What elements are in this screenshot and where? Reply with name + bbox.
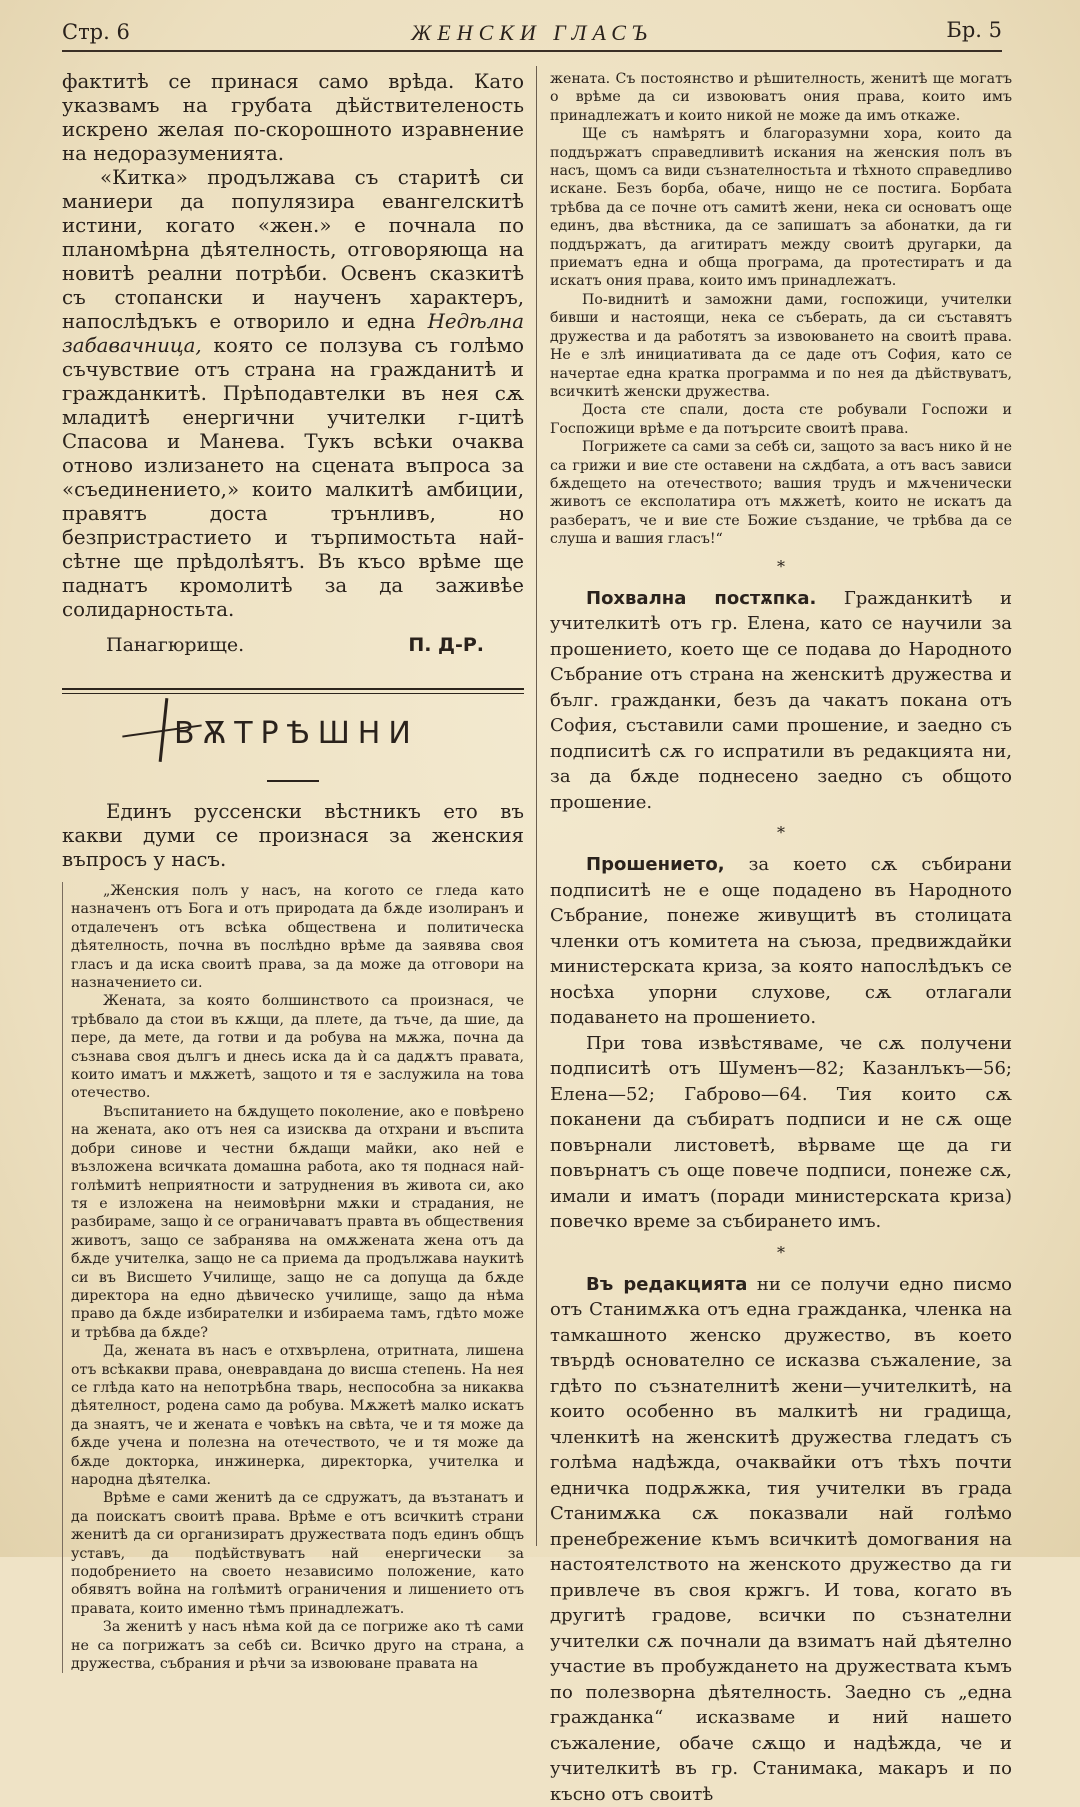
section-heading — [62, 704, 524, 774]
article-paragraph: «Китка» продължава съ старитѣ си маниери да популязира евангелскитѣ истини, когато «жен.» е почнала по планомѣрна дѣятелность, отговоряюща на новитѣ реални потрѣби. Освенъ сказкитѣ съ стопански и наученъ характеръ, напослѣдъкъ е отворило и една Недѣлна забавачница, която се ползува съ голѣмо съчувствие отъ страна на гражданитѣ и гражданкитѣ. Прѣподавтелки въ нея сѫ младитѣ енергични учителки г-цитѣ Спасова и Манева. Тукъ всѣки очаква отново излизането на сцената въпроса за «съединението,» които малкитѣ амбиции, правятъ доста трънливъ, но безпристрастието и търпимостьта най-сѣтне ще прѣдолѣятъ. Въ късо врѣме ще паднатъ кромолитѣ за да заживѣе солидарностьта. — [62, 166, 524, 621]
newspaper-title: ЖЕНСКИ ГЛАСЪ — [411, 20, 653, 45]
section-title: ВѪТРѢШНИ — [174, 716, 419, 751]
column-divider — [536, 66, 537, 1546]
section-rule — [62, 688, 524, 694]
news-headline: Прошението, — [586, 854, 725, 876]
article-continuation: фактитѣ се принася само врѣда. Като указвамъ на грубата дѣйствителеность искрено желая по-скорошното изравнение на недоразуменията. — [62, 70, 524, 165]
issue-number: Бр. 5 — [946, 18, 1002, 42]
news-item: Въ редакцията ни се получи едно писмо отъ Станимѫка отъ една гражданка, членка на тамкашното женско дружество, въ което твърдѣ основателно се исказва съжаление, за гдѣто по съзнателнитѣ жени—учителкитѣ, на които особенно въ малкитѣ ни градища, членкитѣ на женскитѣ дружества гледатъ съ голѣма надѣжда, очаквайки отъ тѣхъ почти едничка подрѫжка, тия учителки въ града Станимѫка сѫ показвали най голѣмо пренебрежение къмъ всичкитѣ домогвания на настоятелството на женското дружество да ги привлече въ своя кржгъ. И това, когато въ другитѣ градове, всички по съзнателни учителки сѫ почнали да взиматъ най дѣятелно участие въ пробуждането на дружествата къмъ по полезворна дѣятелность. Заедно съ „една гражданка“ исказваме и ний нашето съжаление, обаче сѫщо и надѣжда, че и учителкитѣ въ гр. Станимака, макаръ и по късно отъ своитѣ — [550, 1273, 1012, 1805]
quote-paragraph: Врѣме е сами женитѣ да се сдружатъ, да възтанатъ и да поискатъ своитѣ права. Врѣме е отъ всичкитѣ страни женитѣ да си организиратъ дружествата подъ единъ общъ уставъ, да подѣйствуватъ най енергически за подобрението на своето независимо положение, като обявятъ война на голѣмитѣ ограничения и лишението отъ правата, които именно тѣмъ принадлежатъ. — [71, 1490, 524, 1617]
quote-paragraph: По-виднитѣ и заможни дами, госпожици, учителки бивши и настоящи, нека се съберать, да си съставятъ дружества и да работятъ за извоюването на своитѣ права. Не е злѣ инициативата да се даде отъ София, като се начертае една кратка программа и по нея да дѣйствуватъ, всичкитѣ женски дружества. — [550, 291, 1012, 400]
quote-paragraph: Въспитанието на бѫдущето поколение, ако е повѣрено на жената, ако отъ нея са изисква да отхрани и въспита добри синове и честни бѫдащи майки, ако ней е възложена всичката домашна работа, ако тя поднася най-голѣмитѣ неприятности и затруднения въ живота си, ако тя е изложена на неимовѣрни мѫки и страдания, не разбираме, защо ѝ се ограничаватъ правта въ обществения животъ, защо се забранява на омѫжената жена отъ да бѫде учителка, защо не са приема да продължава наукитѣ си въ Висшето Училище, защо не са допуща да бѫде директора на едно дѣвическо училище, защо да нѣма право да бѫде избирателки и избираема тамъ, гдѣто може и трѣбва да бѫде? — [71, 1103, 524, 1341]
right-column — [550, 70, 1012, 1807]
news-item: Похвална постѫпка. Гражданкитѣ и учителкитѣ отъ гр. Елена, като се научили за прошението, което ще се подава до Народното Събрание отъ страна на женскитѣ дружества и бълг. гражданки, безъ да чакатъ покана отъ София, съставили сами прошение, и заедно съ подписитѣ сѫ го испратили въ редакцията ни, за да бѫде поднесено заедно съ общото прошение. — [550, 587, 1012, 813]
quote-paragraph: Доста сте спали, доста сте робували Госпожи и Госпожици врѣме е да потърсите своитѣ права. — [550, 402, 1012, 437]
news-item: При това извѣстяваме, че сѫ получени подписитѣ отъ Шуменъ—82; Казанлъкъ—56; Елена—52; Габрово—64. Тия които сѫ поканени да събиратъ подписи и не сѫ още повърнали листоветѣ, вѣрваме ще да ги повърнатъ съ още повече подписи, понеже сѫ, имали и иматъ (поради министерската криза) повечко време за събирането имъ. — [550, 1032, 1012, 1233]
article-signature — [62, 634, 524, 664]
separator-star: * — [777, 823, 785, 843]
title-underline — [267, 780, 319, 782]
quote-paragraph: жената. Съ постоянство и рѣшителность, женитѣ ще могатъ о врѣме да си извоюватъ ония права, които имъ принадлежатъ и които никой не може да имъ откаже. — [550, 71, 1012, 124]
italic-phrase: Недѣлна забавачница, — [62, 310, 524, 357]
page-header — [62, 14, 1002, 52]
news-headline: Похвална постѫпка. — [586, 587, 817, 609]
page-number: Стр. 6 — [62, 20, 130, 44]
news-headline: Въ редакцията — [586, 1273, 748, 1295]
signature-author: П. Д-Р. — [408, 634, 484, 656]
news-item: Прошението, за което сѫ събирани подписитѣ не е още подадено въ Народното Събрание, понеже живущитѣ въ столицата членки отъ комитета на съюза, предвиждайки министерската криза, за която напослѣдъкъ се носѣха упорни слухове, сѫ отлагали подаването на прошението. — [550, 854, 1012, 1029]
separator-star: * — [777, 556, 785, 576]
quote-paragraph: Жената, за която болшинството са произнася, че трѣбвало да стои въ кѫщи, да плете, да тъче, да шие, да пере, да мете, да готви и да робува на мѫжа, почна да съзнава своя дългъ и днесь иска да ѝ са дадѫтъ правата, които иматъ и мѫжетѣ, защото и тя е заслужила на това отечество. — [71, 993, 524, 1102]
quote-paragraph: Ще съ намѣрятъ и благоразумни хора, които да поддържатъ справедливитѣ искания на женския полъ въ насъ, щомъ са види съзнателностьта и тѣхното справедливо искане. Безъ борба, обаче, нищо не се постига. Борбата трѣбва да се почне отъ самитѣ жени, нека си основатъ още единъ, два вѣстника, да се запишатъ за абонатки, да ги поддържатъ, да агитиратъ между своитѣ другарки, да приематъ една и обща програма, да протестиратъ и да искатъ ония права, които имъ принадлежатъ. — [550, 126, 1012, 290]
quoted-article — [62, 882, 524, 1673]
quote-paragraph: „Женския полъ у насъ, на когото се гледа като назначенъ отъ Бога и отъ природата да бѫде изолиранъ и отдалеченъ отъ всѣка обществена и политическа дѣятелность, почна въ послѣдно врѣме да заявява своя гласъ и да иска своитѣ права, за да може да отговори на назначението си. — [71, 883, 524, 992]
quote-paragraph: Да, жената въ насъ е отхвърлена, отритната, лишена отъ всѣкакви права, оневравдана до висша степень. На нея се глѣда като на непотрѣбна твaрь, неспособна за никаква дѣятелност, родена само да робува. Мѫжетѣ малко искатъ да знаятъ, че и жената е човѣкъ на свѣта, че и тя може да бѫде учена и полезна на отечеството, че и тя може да бѫде докторка, инжинерка, директорка, учителка и народна дѣятелка. — [71, 1343, 524, 1488]
intro-paragraph: Единъ руссенски вѣстникъ ето въ какви думи се произнася за женския въпросъ у насъ. — [62, 800, 524, 871]
left-column — [62, 70, 524, 1673]
signature-place: Панагюрище. — [106, 634, 245, 656]
quote-paragraph: Погрижете са сами за себѣ си, защото за васъ нико й не са грижи и вие сте оставени на сѫдбата, а отъ васъ зависи бѫдещето на отечеството; вашия трудъ и мѫченически животъ се експолатира отъ мѫжетѣ, които не искатъ да разбератъ, че и вие сте Божие създание, че трѣбва да се слуша и вашия гласъ!“ — [550, 439, 1012, 548]
quote-paragraph: За женитѣ у насъ нѣма кой да се погриже ако тѣ сами не са погрижатъ за себѣ си. Всичко друго на страна, а дружества, събрания и рѣчи за извоюване правата на — [71, 1619, 524, 1673]
separator-star: * — [777, 1242, 785, 1262]
